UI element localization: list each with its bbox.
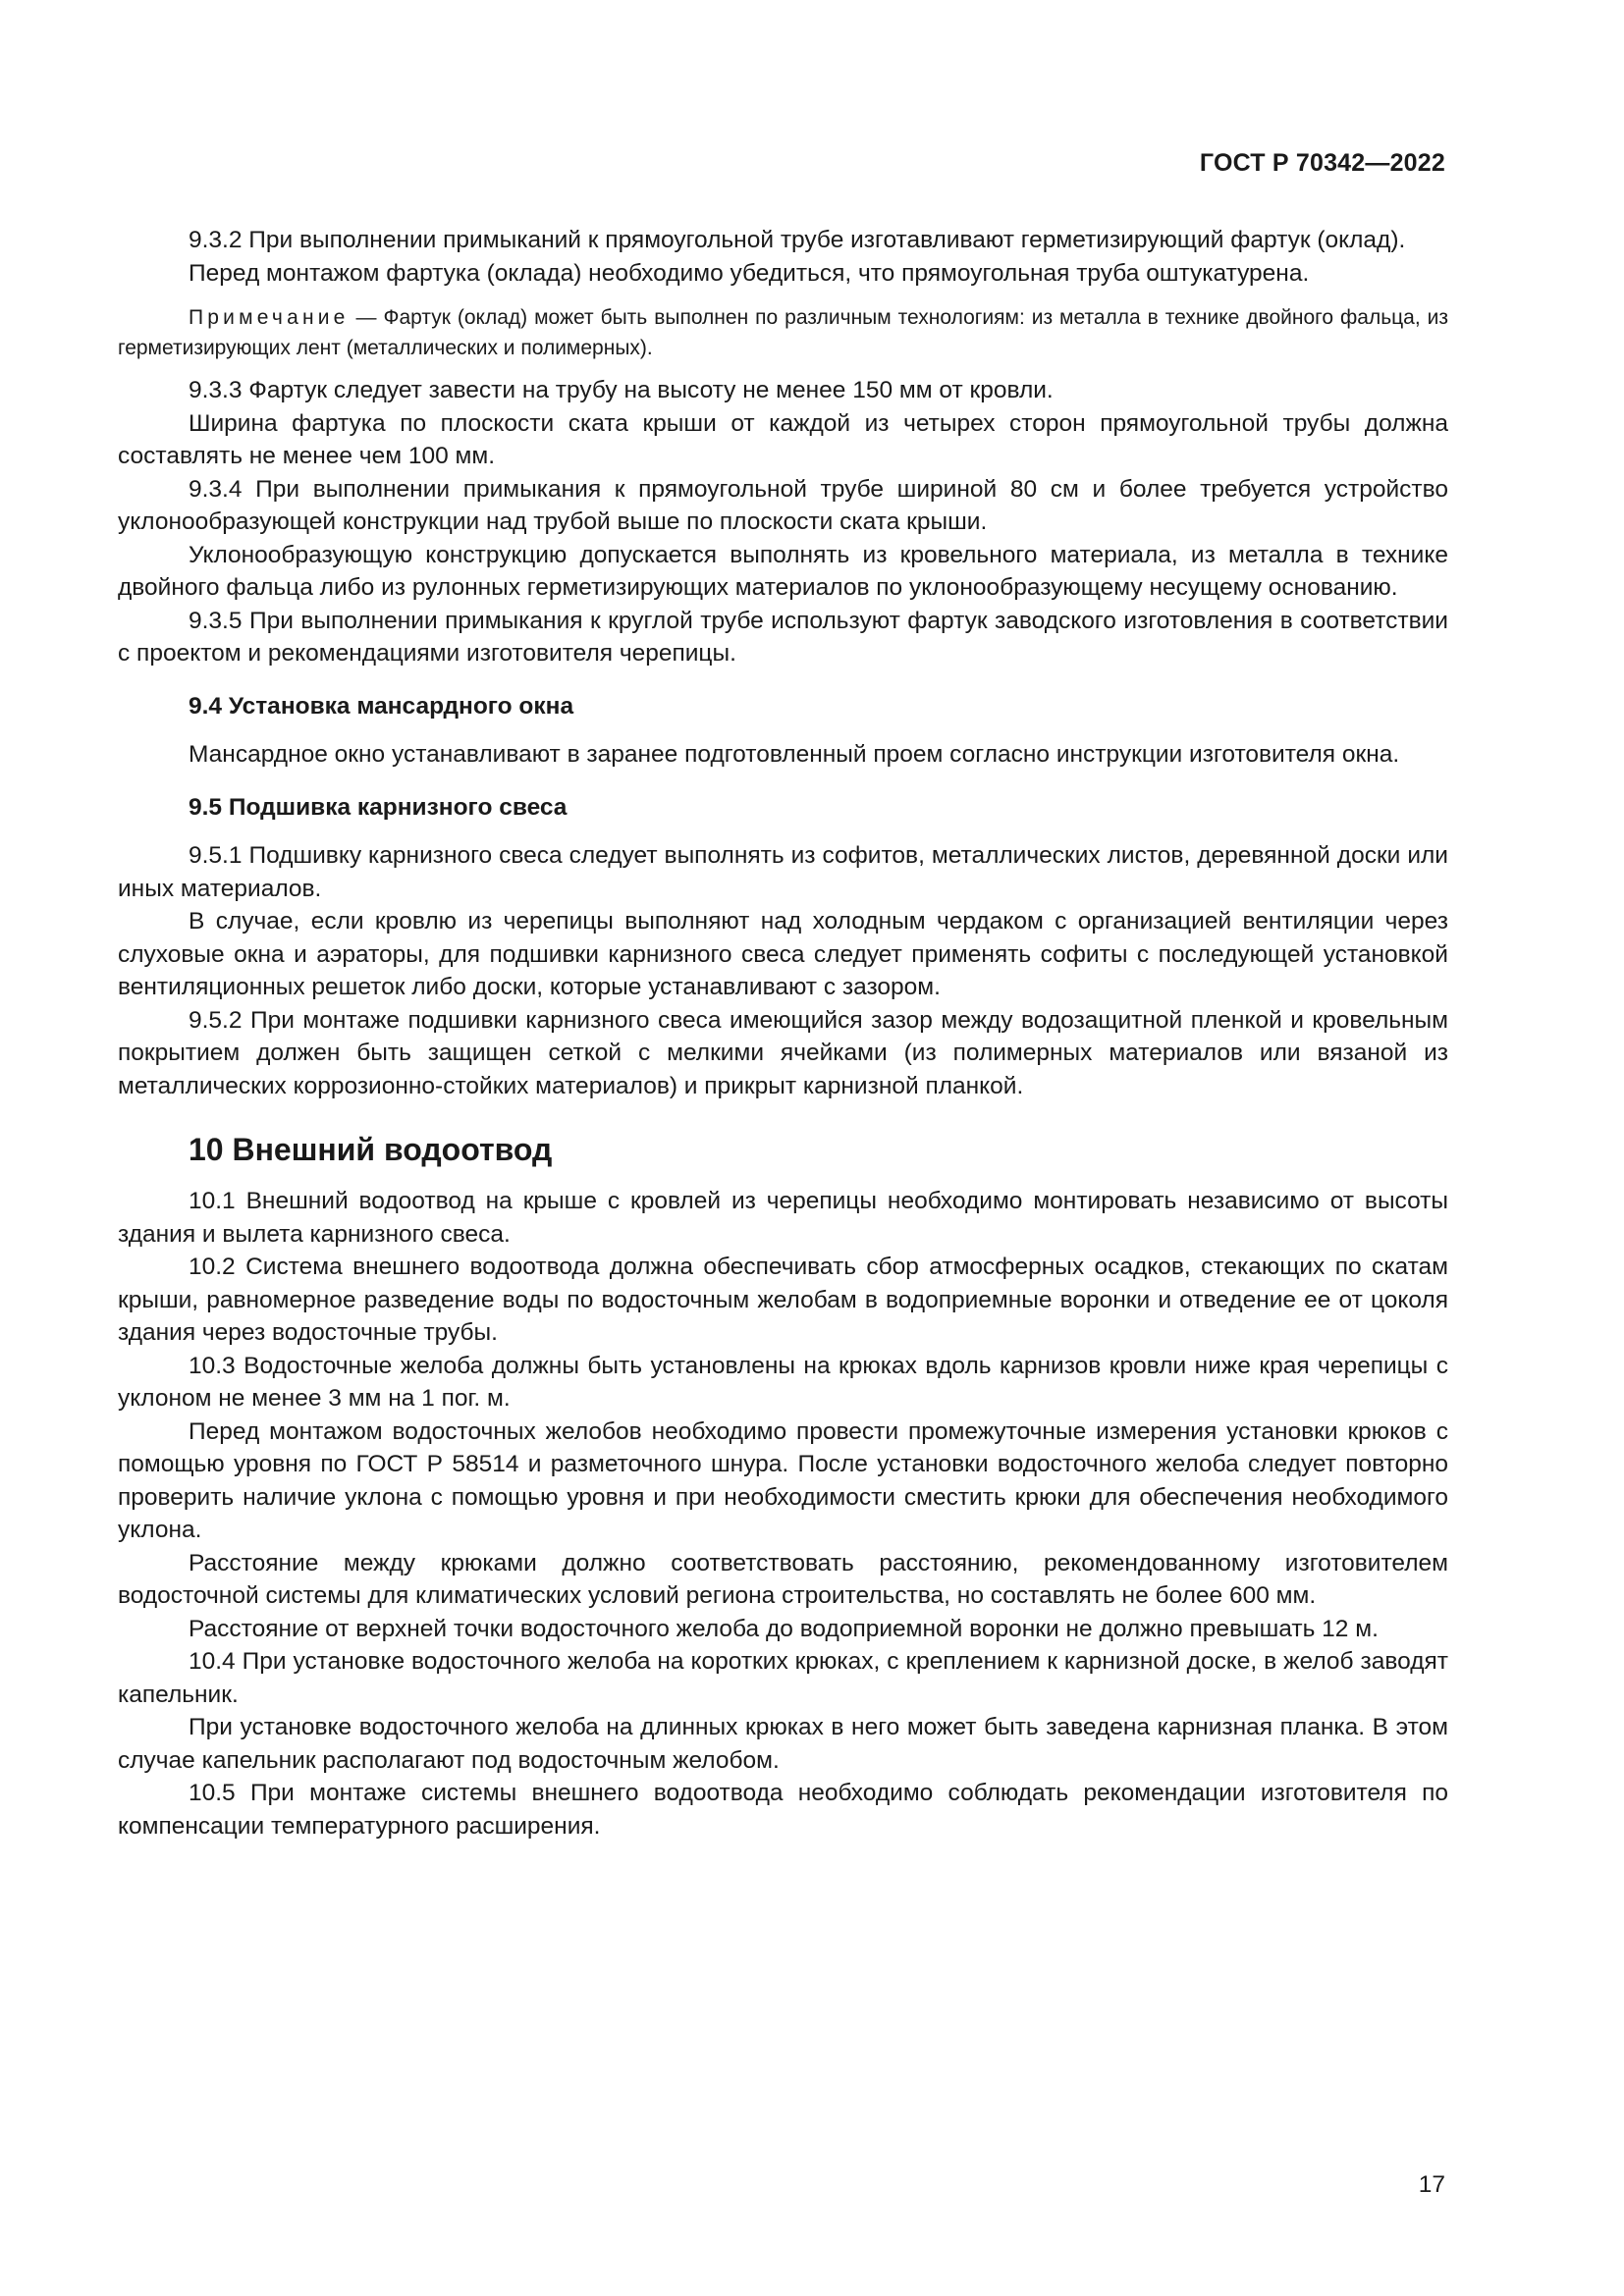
clause-9-5-2: 9.5.2 При монтаже подшивки карнизного свеса имеющийся зазор между водозащитной пленкой и кровельным покрытием должен быть защищен сеткой с мелкими ячейками (из полимерных материалов или вязаной из металлических коррозионно-стойких материалов) и прикрыт карнизной планкой. bbox=[118, 1006, 1448, 1099]
paragraph-roof-window: Мансардное окно устанавливают в заранее подготовленный проем согласно инструкции изготовителя окна. bbox=[189, 741, 1400, 768]
document-code-header: ГОСТ Р 70342—2022 bbox=[1199, 149, 1445, 177]
section-9-4-heading: 9.4 Установка мансардного окна bbox=[189, 692, 574, 720]
clause-9-3-5: 9.3.5 При выполнении примыкания к круглой трубе используют фартук заводского изготовления в соответствии с проектом и рекомендациями изготовителя черепицы. bbox=[118, 607, 1448, 667]
clause-10-2: 10.2 Система внешнего водоотвода должна обеспечивать сбор атмосферных осадков, стекающих по скатам крыши, равномерное разведение воды по водосточным желобам в водоприемные воронки и отведение ее от цоколя здания через водосточные трубы. bbox=[118, 1254, 1448, 1346]
paragraph-gutter-distance: Расстояние от верхней точки водосточного желоба до водоприемной воронки не должно превышать 12 м. bbox=[189, 1615, 1379, 1642]
clause-9-5-1: 9.5.1 Подшивку карнизного свеса следует выполнять из софитов, металлических листов, деревянной доски или иных материалов. bbox=[118, 842, 1448, 902]
clause-10-4: 10.4 При установке водосточного желоба на коротких крюках, с креплением к карнизной доске, в желоб заводят капельник. bbox=[118, 1648, 1448, 1708]
page-number: 17 bbox=[1418, 2171, 1445, 2198]
note-text: — Фартук (оклад) может быть выполнен по различным технологиям: из металла в технике двойного фальца, из герметизирующих лент (металлических и полимерных). bbox=[118, 306, 1448, 359]
section-9-5-heading: 9.5 Подшивка карнизного свеса bbox=[189, 793, 568, 821]
section-10-heading: 10 Внешний водоотвод bbox=[189, 1132, 553, 1167]
paragraph-apron-width: Ширина фартука по плоскости ската крыши от каждой из четырех сторон прямоугольной трубы должна составлять не менее чем 100 мм. bbox=[118, 409, 1448, 469]
note bbox=[118, 302, 1448, 363]
paragraph-long-hooks: При установке водосточного желоба на длинных крюках в него может быть заведена карнизная планка. В этом случае капельник располагают под водосточным желобом. bbox=[118, 1714, 1448, 1774]
clause-9-3-4: 9.3.4 При выполнении примыкания к прямоугольной трубе шириной 80 см и более требуется устройство уклонообразующей конструкции над трубой выше по плоскости ската крыши. bbox=[118, 475, 1448, 535]
clause-10-5: 10.5 При монтаже системы внешнего водоотвода необходимо соблюдать рекомендации изготовителя по компенсации температурного расширения. bbox=[118, 1780, 1448, 1840]
clause-10-1: 10.1 Внешний водоотвод на крыше с кровлей из черепицы необходимо монтировать независимо от высоты здания и вылета карнизного свеса. bbox=[118, 1188, 1448, 1248]
clause-9-3-2: 9.3.2 При выполнении примыканий к прямоугольной трубе изготавливают герметизирующий фартук (оклад). bbox=[189, 227, 1406, 253]
paragraph-hook-spacing: Расстояние между крюками должно соответствовать расстоянию, рекомендованному изготовителем водосточной системы для климатических условий региона строительства, но составлять не более 600 мм. bbox=[118, 1549, 1448, 1609]
paragraph-slope-structure: Уклонообразующую конструкцию допускается выполнять из кровельного материала, из металла в технике двойного фальца либо из рулонных герметизирующих материалов по уклонообразующему несущему основанию. bbox=[118, 541, 1448, 601]
paragraph-plaster-check: Перед монтажом фартука (оклада) необходимо убедиться, что прямоугольная труба оштукатурена. bbox=[189, 259, 1310, 287]
paragraph-hook-measurement: Перед монтажом водосточных желобов необходимо провести промежуточные измерения установки крюков с помощью уровня по ГОСТ Р 58514 и разметочного шнура. После установки водосточного желоба следует повторно проверить наличие уклона с помощью уровня и при необходимости сместить крюки для обеспечения необходимого уклона. bbox=[118, 1417, 1448, 1543]
paragraph-cold-attic: В случае, если кровлю из черепицы выполняют над холодным чердаком с организацией вентиляции через слуховые окна и аэраторы, для подшивки карнизного свеса следует применять софиты с последующей установкой вентиляционных решеток либо доски, которые устанавливают с зазором. bbox=[118, 908, 1448, 1000]
note-label: Примечание bbox=[189, 306, 350, 329]
page-content bbox=[118, 224, 1448, 1842]
clause-9-3-3: 9.3.3 Фартук следует завести на трубу на высоту не менее 150 мм от кровли. bbox=[189, 377, 1054, 403]
clause-10-3: 10.3 Водосточные желоба должны быть установлены на крюках вдоль карнизов кровли ниже края черепицы с уклоном не менее 3 мм на 1 пог. м. bbox=[118, 1352, 1448, 1412]
